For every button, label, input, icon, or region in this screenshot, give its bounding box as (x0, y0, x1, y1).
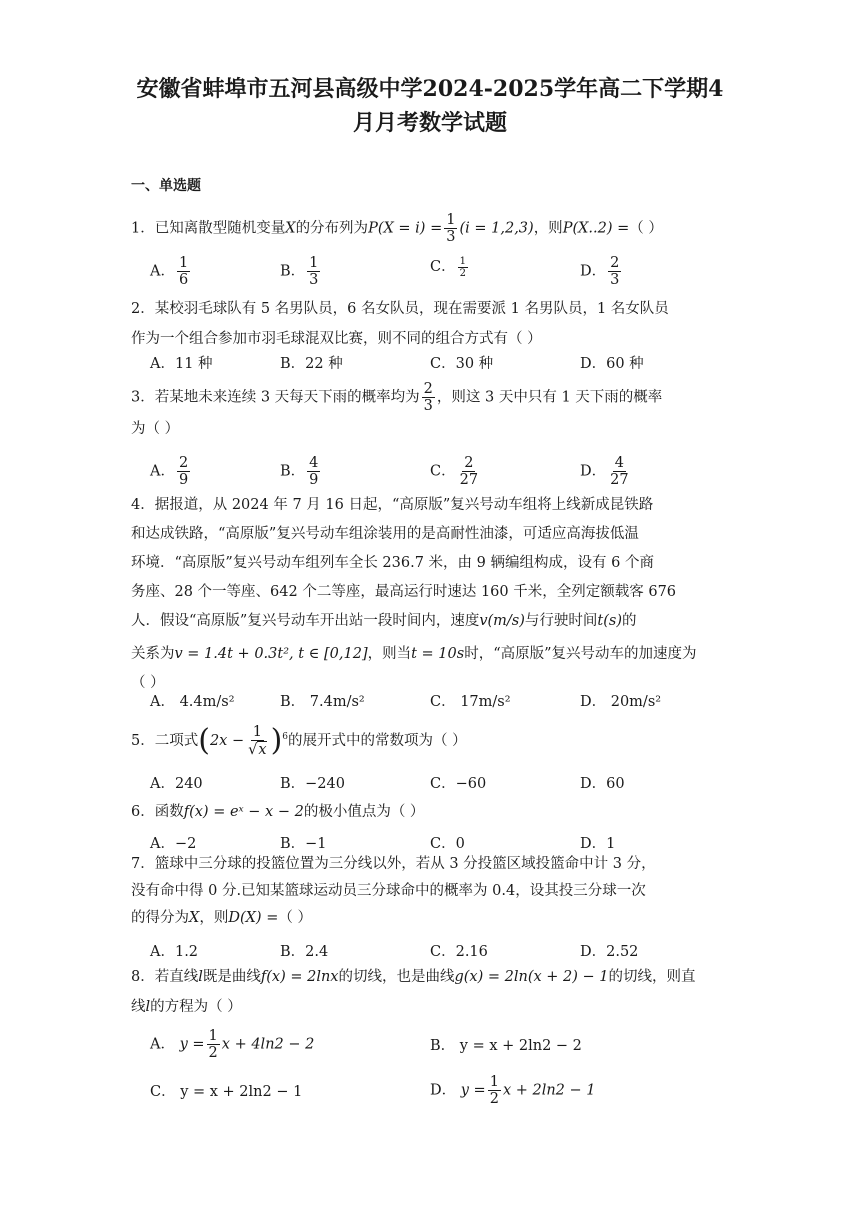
question-3 (131, 381, 731, 444)
q6-formula: f(x) = eˣ − x − 2 (183, 804, 304, 820)
q1-formula: P(X = i) = (368, 220, 443, 237)
q3-fraction: $\frac{2}{3}$ (423, 381, 433, 414)
q5-fraction: $\frac{1}{√x}$ (248, 723, 267, 758)
q1-option-c[interactable]: C． $\frac{1}{2}$ (430, 255, 466, 279)
q5-option-a[interactable]: A．240 (150, 776, 203, 792)
q1-text: 1．已知离散型随机变量 (131, 220, 286, 237)
q4-option-d[interactable]: D． 20m/s² (580, 694, 662, 710)
q2-option-d[interactable]: D．60 种 (580, 356, 644, 372)
q7-variance: D(X) = (228, 910, 279, 926)
q3-text: 3．若某地未来连续 3 天每天下雨的概率均为 (131, 389, 420, 406)
q4-line-1: 4．据报道，从 2024 年 7 月 16 日起，“高原版”复兴号动车组将上线新成昆铁路 (131, 497, 654, 513)
page-title (60, 72, 800, 140)
q5-option-d[interactable]: D．60 (580, 776, 625, 792)
q6-option-b[interactable]: B．−1 (280, 836, 327, 852)
q8-line-1-mid: 既是曲线 (202, 969, 261, 985)
q8-line-1: 8．若直线 (131, 969, 199, 985)
q8-line-var-2: l (145, 999, 151, 1015)
q1-range: (i = 1,2,3) (459, 220, 534, 237)
title-line-2: 月月考数学试题 (352, 110, 507, 136)
q4-line-5: 人．假设“高原版”复兴号动车开出站一段时间内，速度 (131, 613, 480, 629)
q4-velocity: v(m/s) (479, 613, 525, 629)
question-8 (131, 962, 731, 1022)
q4-line-6: 关系为 (131, 646, 175, 662)
q1-option-d[interactable]: D． $\frac{2}{3}$ (580, 255, 620, 288)
q4-line-6-post: 时，“高原版”复兴号动车的加速度为 (464, 646, 697, 662)
q3-option-b[interactable]: B． $\frac{4}{9}$ (280, 455, 319, 488)
q1-fraction: $\frac{1}{3}$ (446, 212, 456, 245)
q6-text-post: 的极小值点为（ ） (303, 804, 425, 820)
q7-option-d[interactable]: D．2.52 (580, 944, 639, 960)
q3-option-d[interactable]: D． $\frac{4}{27}$ (580, 455, 629, 488)
q1-text-mid: 的分布列为 (295, 220, 369, 237)
q8-curve-f: f(x) = 2lnx (260, 969, 339, 985)
q7-option-c[interactable]: C．2.16 (430, 944, 488, 960)
q5-option-b[interactable]: B．−240 (280, 776, 345, 792)
q2-option-a[interactable]: A．11 种 (150, 356, 213, 372)
q7-option-a[interactable]: A．1.2 (150, 944, 199, 960)
q3-line-2: 为（ ） (131, 421, 180, 437)
q7-line-3-mid: ，则 (199, 910, 229, 926)
q5-option-c[interactable]: C．−60 (430, 776, 487, 792)
question-4 (131, 491, 731, 698)
q6-option-c[interactable]: C．0 (430, 836, 465, 852)
q5-expr: 2x − (209, 732, 245, 749)
q1-text-post: ，则 (533, 220, 563, 237)
q2-line-2: 作为一个组合参加市羽毛球混双比赛，则不同的组合方式有（ ） (131, 331, 542, 347)
q8-option-c[interactable]: C． y = x + 2ln2 − 1 (150, 1084, 303, 1100)
q5-text: 5．二项式 (131, 732, 199, 749)
q4-option-a[interactable]: A． 4.4m/s² (150, 694, 235, 710)
q8-line-1-post: 的切线，则直 (608, 969, 696, 985)
question-5: 5．二项式(2x − $\frac{1}{√x}$ )$^6$的展开式中的常数项为（ ） (131, 722, 467, 758)
q4-line-2: 和达成铁路，“高原版”复兴号动车组涂装用的是高耐性油漆，可适应高海拔低温 (131, 526, 639, 542)
q4-time: t(s) (597, 613, 623, 629)
question-6 (131, 797, 731, 827)
q4-formula: v = 1.4t + 0.3t², t ∈ [0,12] (174, 646, 368, 662)
question-2 (131, 294, 731, 354)
title-line-1: 安徽省蚌埠市五河县高级中学2024-2025学年高二下学期4 (136, 76, 724, 102)
q2-option-b[interactable]: B．22 种 (280, 356, 343, 372)
q1-var: X (285, 220, 296, 237)
section-heading: 一、单选题 (131, 178, 201, 194)
q4-option-c[interactable]: C． 17m/s² (430, 694, 511, 710)
q8-line-2-post: 的方程为（ ） (150, 999, 242, 1015)
q1-option-b[interactable]: B． $\frac{1}{3}$ (280, 255, 319, 288)
q4-time-value: t = 10s (411, 646, 465, 662)
q4-line-4: 务座、28 个一等座、642 个二等座，最高运行时速达 160 千米，全列定额载客 676 (131, 584, 677, 600)
q8-option-d[interactable]: D． y = $\frac{1}{2}$ x + 2ln2 − 1 (430, 1074, 596, 1107)
q4-line-3: 环境．“高原版”复兴号动车组列车全长 236.7 米，由 9 辆编组构成，设有 6 个商 (131, 555, 654, 571)
q1-option-a[interactable]: A． $\frac{1}{6}$ (150, 255, 189, 288)
q3-option-a[interactable]: A． $\frac{2}{9}$ (150, 455, 189, 488)
q7-line-2: 没有命中得 0 分.已知某篮球运动员三分球命中的概率为 0.4，设其投三分球一次 (131, 883, 646, 899)
q8-line-1-mid2: 的切线，也是曲线 (338, 969, 455, 985)
q3-text-post: ，则这 3 天中只有 1 天下雨的概率 (436, 389, 663, 406)
q2-line-1: 2．某校羽毛球队有 5 名男队员，6 名女队员，现在需要派 1 名男队员，1 名女队员 (131, 301, 669, 317)
q7-line-3: 的得分为 (131, 910, 189, 926)
q8-line-2: 线 (131, 999, 146, 1015)
q4-line-6-mid: ，则当 (367, 646, 412, 662)
q7-line-1: 7．篮球中三分球的投篮位置为三分线以外，若从 3 分投篮区域投篮命中计 3 分， (131, 856, 656, 872)
q2-option-c[interactable]: C．30 种 (430, 356, 494, 372)
q1-blank: （ ） (629, 220, 663, 237)
q4-line-5-mid: 与行驶时间 (524, 613, 598, 629)
q6-option-a[interactable]: A．−2 (150, 836, 197, 852)
q1-ask: P(X..2) = (562, 220, 630, 237)
q6-text: 6．函数 (131, 804, 184, 820)
question-1 (131, 212, 731, 245)
q6-option-d[interactable]: D．1 (580, 836, 616, 852)
q7-var: X (189, 910, 200, 926)
q7-blank: （ ） (278, 910, 312, 926)
q8-curve-g: g(x) = 2ln(x + 2) − 1 (454, 969, 609, 985)
q3-option-c[interactable]: C． $\frac{2}{27}$ (430, 455, 479, 488)
q4-option-b[interactable]: B． 7.4m/s² (280, 694, 365, 710)
q4-blank: （ ） (131, 675, 165, 691)
q5-text-post: 的展开式中的常数项为（ ） (288, 732, 467, 749)
q7-option-b[interactable]: B．2.4 (280, 944, 329, 960)
question-7 (131, 851, 731, 932)
q4-line-5-post: 的 (622, 613, 637, 629)
q5-exponent: 6 (282, 732, 289, 742)
q8-option-a[interactable]: A． y = $\frac{1}{2}$ x + 4ln2 − 2 (150, 1028, 315, 1061)
q8-option-b[interactable]: B． y = x + 2ln2 − 2 (430, 1038, 582, 1054)
q8-line-var: l (198, 969, 203, 985)
